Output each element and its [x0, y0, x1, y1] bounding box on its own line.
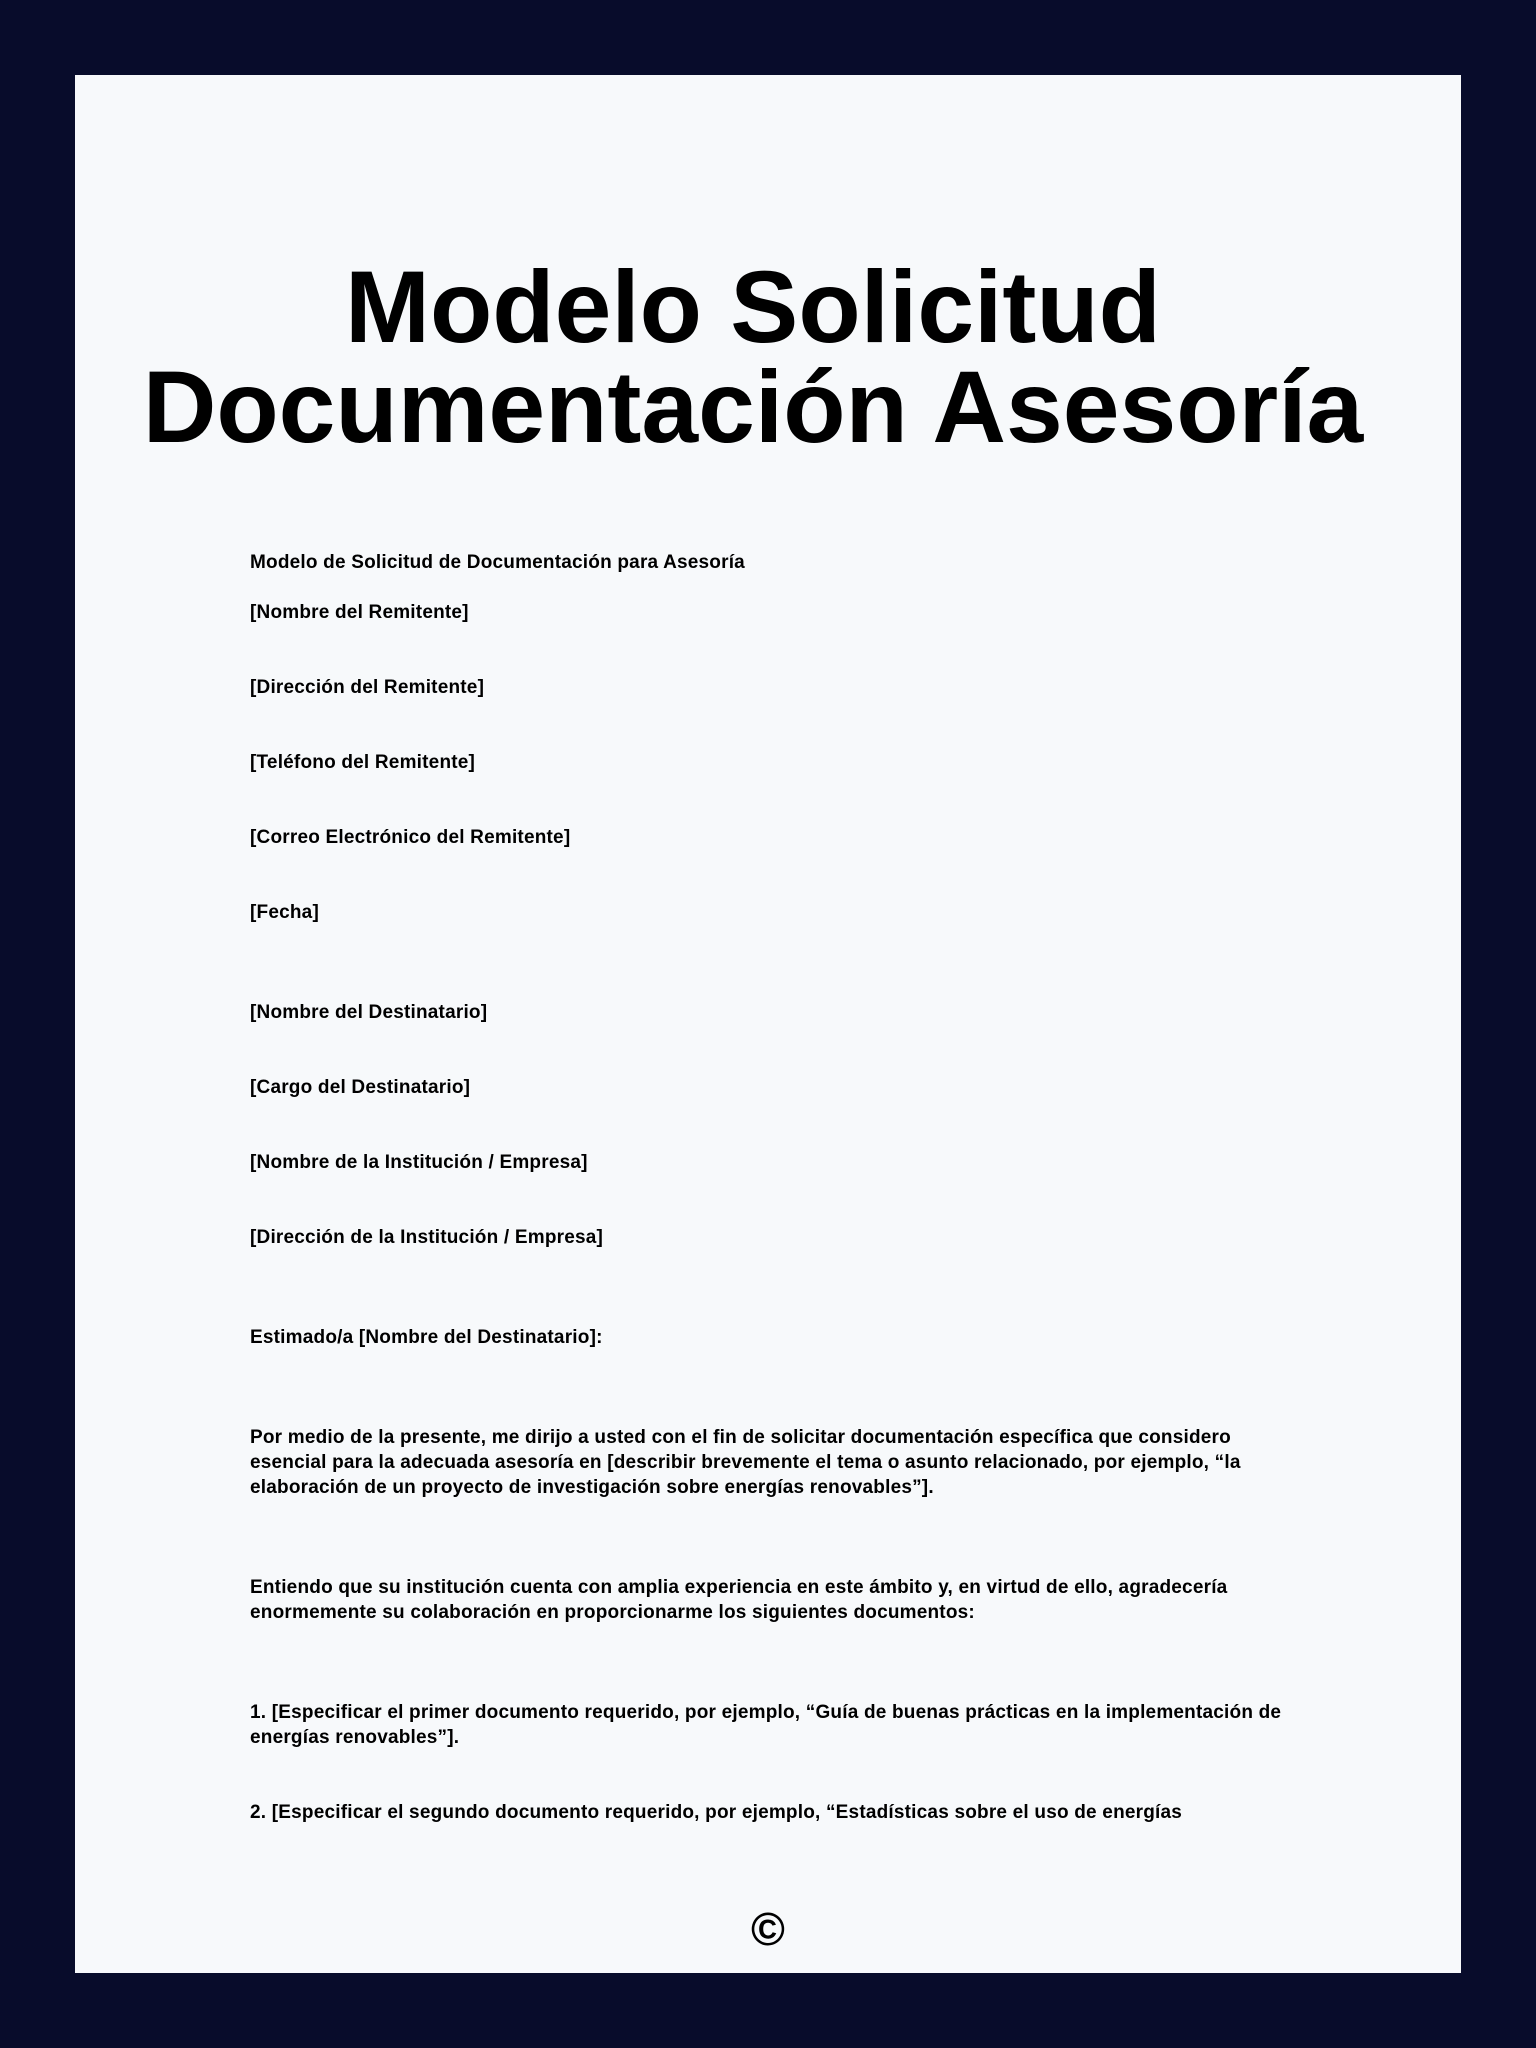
paragraph-1: Por medio de la presente, me dirijo a usted con el fin de solicitar documentación específica que considero esencial para la adecuada asesoría en [describir brevemente el tema o asunto relacionado, por ejemplo, “la elaboración de un proyecto de investigación sobre energías renovables”]. [250, 1427, 1241, 1498]
list-item-2: 2. [Especificar el segundo documento requerido, por ejemplo, “Estadísticas sobre el uso de energías [250, 1802, 1183, 1823]
salutation: Estimado/a [Nombre del Destinatario]: [250, 1327, 603, 1348]
letter-date: [Fecha] [250, 902, 319, 923]
list-item-1: 1. [Especificar el primer documento requerido, por ejemplo, “Guía de buenas prácticas en la implementación de energías renovables”]. [250, 1702, 1282, 1748]
paragraph-2: Entiendo que su institución cuenta con amplia experiencia en este ámbito y, en virtud de ello, agradecería enormemente su colaboración en proporcionarme los siguientes documentos: [250, 1577, 1228, 1623]
sender-name: [Nombre del Remitente] [250, 602, 469, 623]
sender-address: [Dirección del Remitente] [250, 677, 485, 698]
document-page [75, 75, 1461, 1973]
sender-phone: [Teléfono del Remitente] [250, 752, 476, 773]
sender-email: [Correo Electrónico del Remitente] [250, 827, 571, 848]
recipient-position: [Cargo del Destinatario] [250, 1077, 471, 1098]
document-title [75, 250, 1431, 464]
letter-subtitle: Modelo de Solicitud de Documentación para Asesoría [250, 552, 745, 573]
title-line-2: Documentación Asesoría [142, 350, 1364, 464]
recipient-address: [Dirección de la Institución / Empresa] [250, 1227, 604, 1248]
title-line-1: Modelo Solicitud [345, 250, 1161, 364]
recipient-institution: [Nombre de la Institución / Empresa] [250, 1152, 588, 1173]
recipient-name: [Nombre del Destinatario] [250, 1002, 488, 1023]
copyright-icon: © [751, 1903, 785, 1955]
